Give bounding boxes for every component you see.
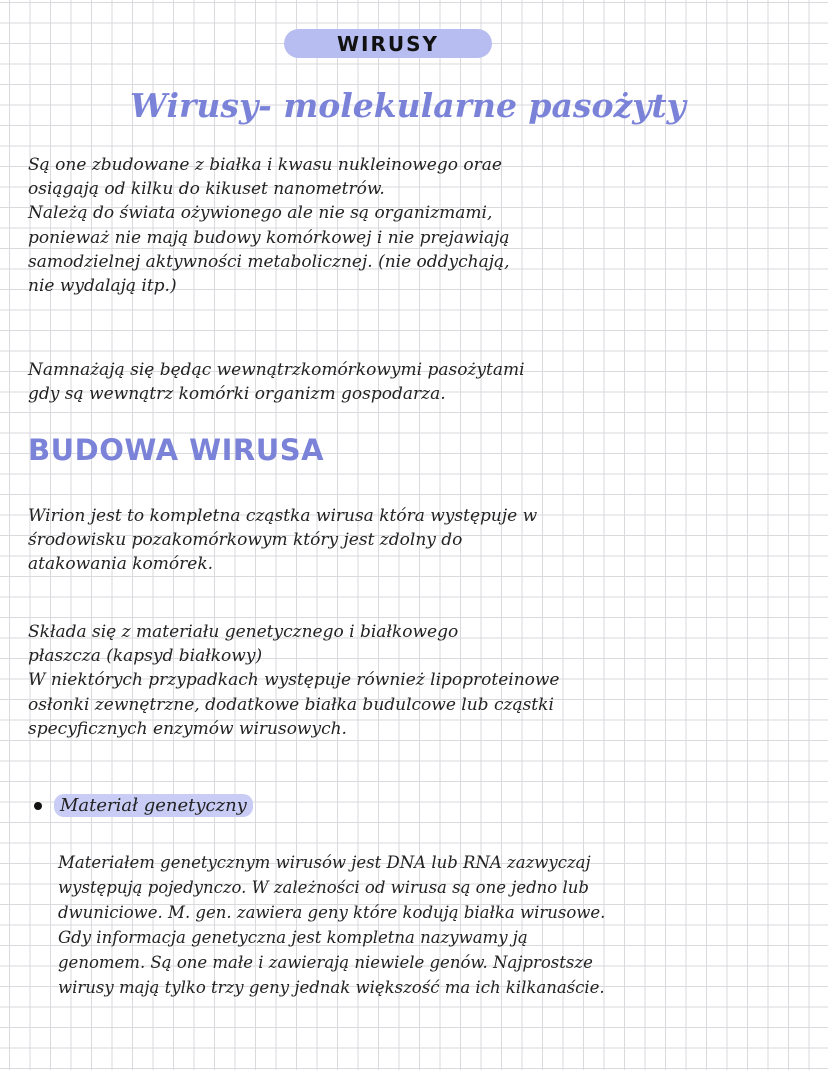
composition-line: W niektórych przypadkach występuje również lipoproteinowe: [28, 670, 560, 691]
genetic-line: Gdy informacja genetyczna jest kompletna nazywamy ją: [58, 928, 528, 947]
bullet-item: [34, 794, 253, 817]
intro-line: samodzielnej aktywności metabolicznej. (nie oddychają,: [28, 251, 510, 272]
intro-line: Należą do świata ożywionego ale nie są organizmami,: [28, 203, 493, 224]
virion-line: środowisku pozakomórkowym który jest zdolny do: [28, 530, 463, 551]
composition-line: specyficznych enzymów wirusowych.: [28, 718, 347, 739]
genetic-line: Materiałem genetycznym wirusów jest DNA lub RNA zazwyczaj: [58, 853, 591, 872]
virion-paragraph: [28, 504, 537, 577]
page-title: WIRUSY: [336, 31, 440, 56]
virion-line: atakowania komórek.: [28, 554, 214, 575]
intro-line: ponieważ nie mają budowy komórkowej i nie prejawiają: [28, 227, 510, 248]
bullet-label: Materiał genetyczny: [54, 794, 253, 817]
section-heading: BUDOWA WIRUSA: [28, 433, 325, 467]
intro-line: Są one zbudowane z białka i kwasu nukleinowego orae: [28, 155, 502, 175]
intro-paragraph: [28, 153, 510, 298]
genetic-line: wirusy mają tylko trzy geny jednak większość ma ich kilkanaście.: [58, 978, 605, 997]
subtitle: Wirusy- molekularne pasożyty: [130, 86, 686, 125]
intro-line: nie wydalają itp.): [28, 276, 177, 297]
reproduction-line: Namnażają się będąc wewnątrzkomórkowymi pasożytami: [28, 360, 525, 380]
composition-line: płaszcza (kapsyd białkowy): [28, 646, 263, 667]
title-banner: [284, 29, 492, 58]
intro-line: osiągają od kilku do kikuset nanometrów.: [28, 179, 385, 200]
genetic-paragraph: [58, 850, 605, 1000]
composition-line: osłonki zewnętrzne, dodatkowe białka budulcowe lub cząstki: [28, 694, 554, 715]
genetic-line: genomem. Są one małe i zawierają niewiele genów. Najprostsze: [58, 953, 593, 972]
reproduction-paragraph: [28, 358, 525, 406]
virion-line: Wirion jest to kompletna cząstka wirusa która występuje w: [28, 506, 538, 526]
composition-line: Składa się z materiału genetycznego i białkowego: [28, 622, 459, 642]
composition-paragraph: [28, 620, 560, 741]
genetic-line: występują pojedynczo. W zależności od wirusa są one jedno lub: [58, 878, 589, 897]
reproduction-line: gdy są wewnątrz komórki organizm gospodarza.: [28, 384, 446, 405]
genetic-line: dwuniciowe. M. gen. zawiera geny które kodują białka wirusowe.: [58, 903, 606, 922]
bullet-dot-icon: [34, 802, 42, 810]
